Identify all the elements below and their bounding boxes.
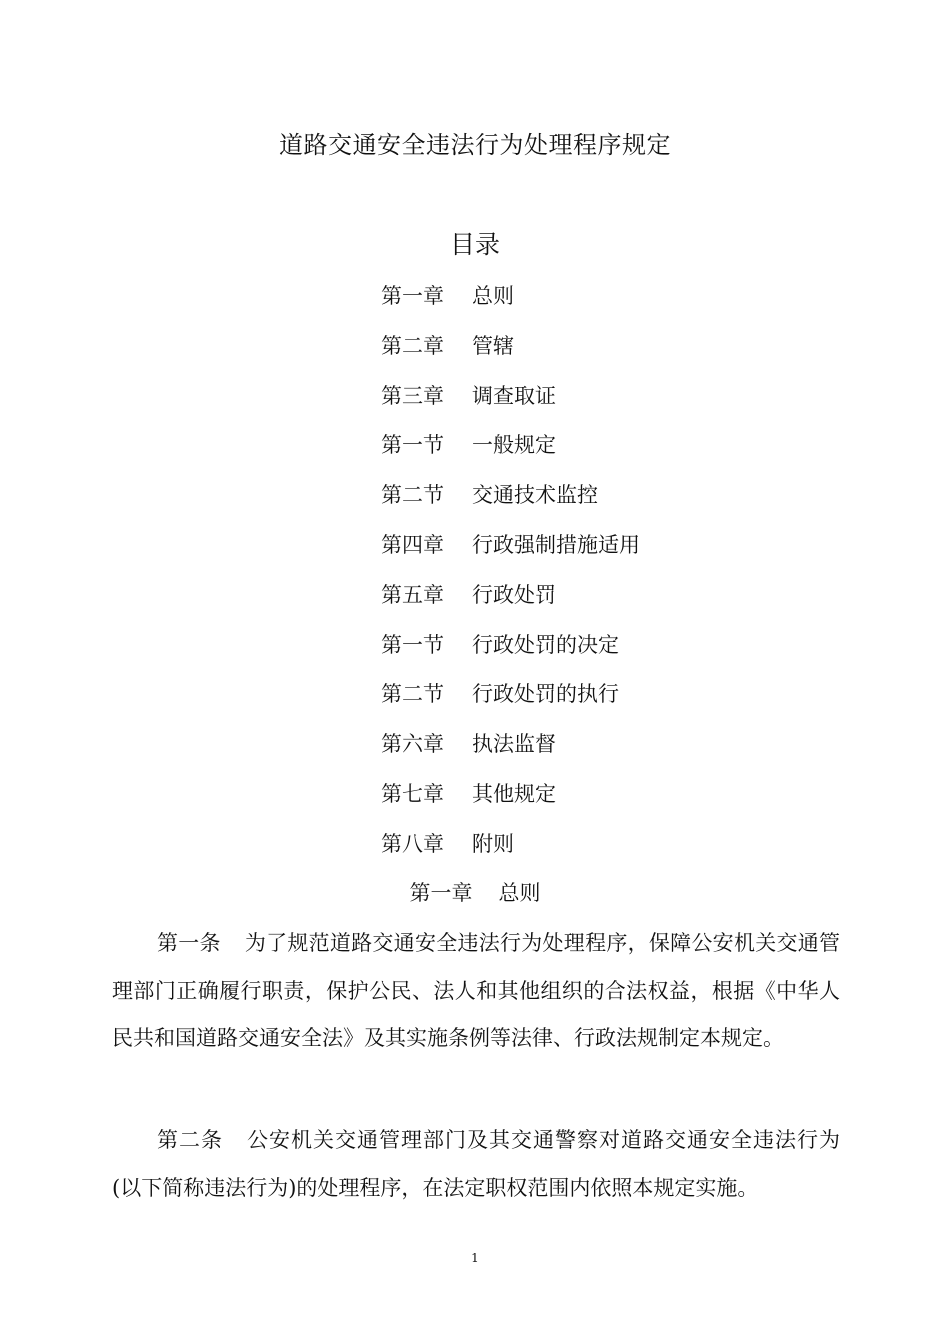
article-text: 为了规范道路交通安全违法行为处理程序，保障公安机关交通管理部门正确履行职责，保护公民、法人和其他组织的合法权益，根据《中华人民共和国道路交通安全法》及其实施条例等法律、行政法规制定本规定。: [112, 931, 841, 1050]
toc-item-label: 其他规定: [472, 781, 556, 806]
toc-item-label: 交通技术监控: [472, 483, 598, 508]
toc-heading: 目录: [449, 230, 500, 259]
toc-item[interactable]: [381, 628, 801, 678]
toc-item-label: 行政处罚: [472, 582, 556, 607]
toc-item-label: 行政强制措施适用: [472, 532, 640, 557]
chapter-number: 第一章: [409, 881, 473, 905]
toc-item-label: 附则: [472, 831, 514, 856]
toc-item-number: 第三章: [381, 383, 444, 408]
toc-item-number: 第二节: [381, 483, 444, 508]
article-number: 第二条: [157, 1128, 223, 1152]
toc-item-number: 第一章: [381, 284, 444, 308]
toc-item-number: 第七章: [381, 781, 444, 806]
toc-item[interactable]: [381, 578, 801, 628]
toc-item-number: 第一节: [381, 632, 444, 657]
toc-item[interactable]: [381, 827, 801, 877]
toc-item-label: 一般规定: [472, 433, 556, 458]
toc-item-number: 第四章: [381, 532, 444, 557]
toc-item-number: 第八章: [381, 831, 444, 856]
toc-item[interactable]: [381, 478, 801, 528]
article-paragraph: [112, 920, 840, 1063]
chapter-heading: [0, 876, 950, 910]
toc-item-number: 第五章: [381, 582, 444, 607]
toc-item-number: 第二节: [381, 682, 444, 707]
chapter-title: 总则: [498, 881, 541, 905]
toc-item[interactable]: [381, 329, 801, 379]
toc-item-label: 行政处罚的决定: [472, 632, 619, 657]
table-of-contents: [381, 279, 801, 877]
toc-item-label: 调查取证: [472, 383, 556, 408]
toc-item[interactable]: [381, 379, 801, 429]
toc-item[interactable]: [381, 528, 801, 578]
toc-item[interactable]: [381, 677, 801, 727]
toc-item[interactable]: [381, 727, 801, 777]
article-number: 第一条: [157, 931, 221, 955]
toc-item-label: 管辖: [472, 333, 514, 358]
toc-item-number: 第一节: [381, 433, 444, 458]
toc-item-number: 第二章: [381, 333, 444, 358]
toc-item-label: 行政处罚的执行: [472, 682, 619, 707]
toc-item[interactable]: [381, 428, 801, 478]
toc-item-label: 执法监督: [472, 732, 556, 757]
toc-item-number: 第六章: [381, 732, 444, 757]
toc-item[interactable]: [381, 279, 801, 329]
document-title: 道路交通安全违法行为处理程序规定: [279, 131, 671, 159]
article-paragraph: [112, 1117, 840, 1212]
page-number: 1: [471, 1251, 479, 1265]
toc-item[interactable]: [381, 777, 801, 827]
toc-item-label: 总则: [472, 284, 514, 308]
article-text: 公安机关交通管理部门及其交通警察对道路交通安全违法行为(以下简称违法行为)的处理程序，在法定职权范围内依照本规定实施。: [112, 1128, 840, 1200]
